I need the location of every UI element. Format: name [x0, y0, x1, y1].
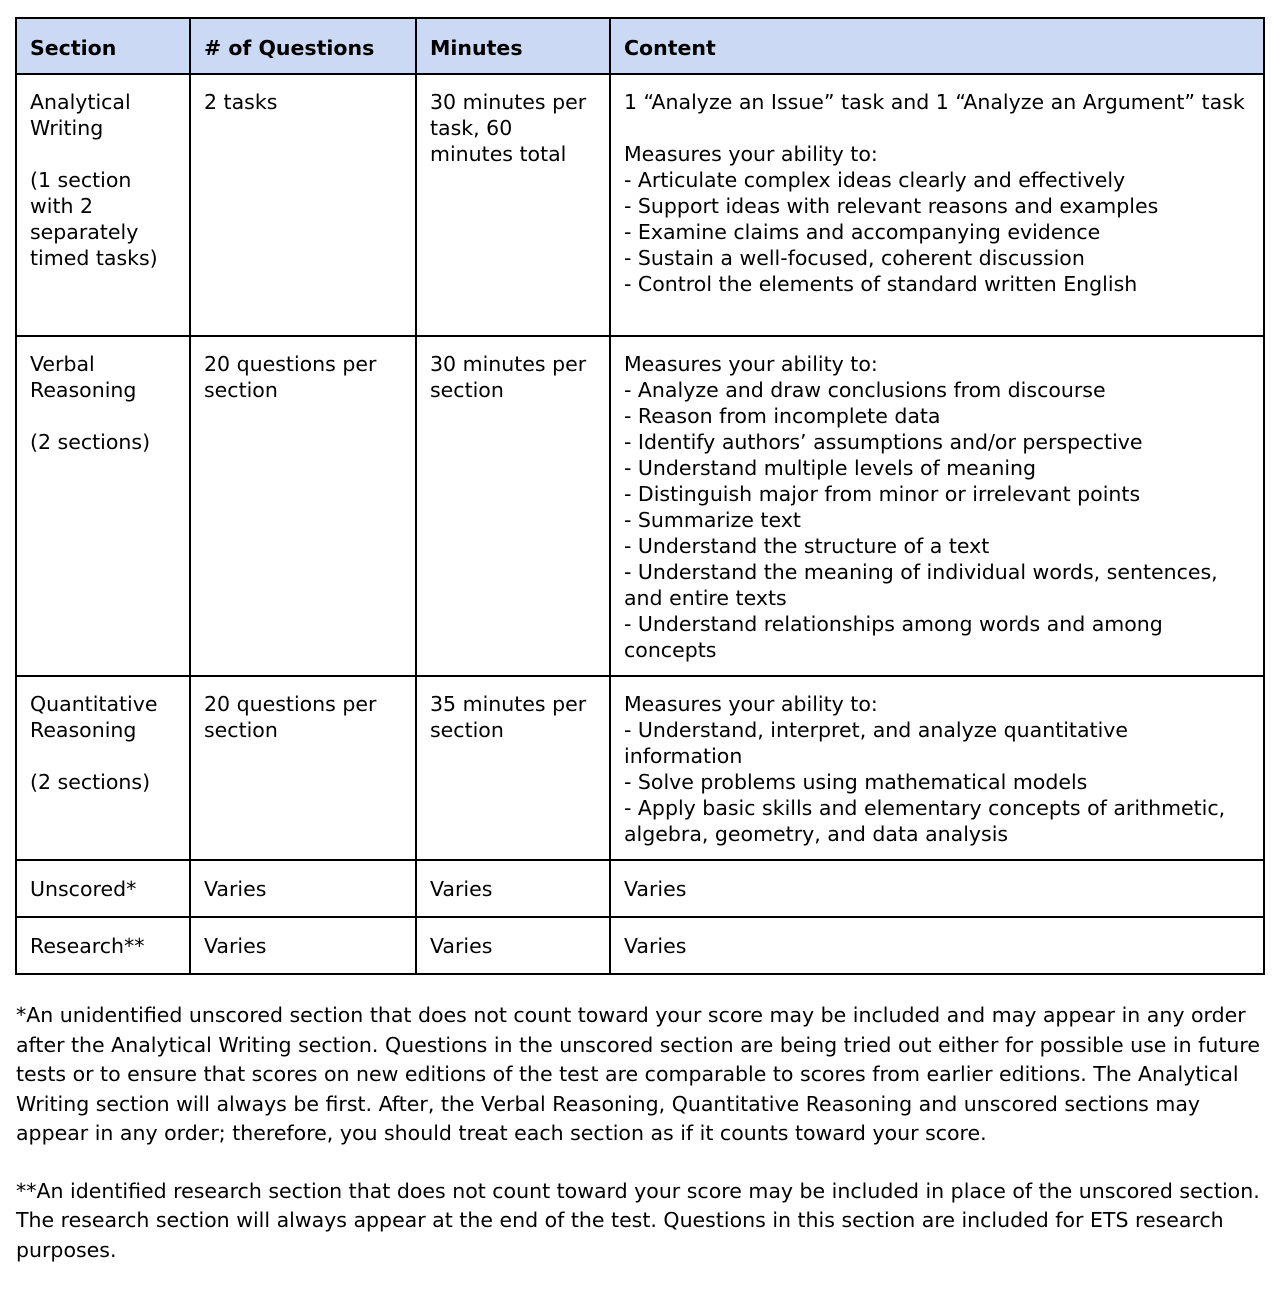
questions-cell: Varies	[190, 860, 416, 917]
section-note: (2 sections)	[30, 770, 151, 794]
section-note: (1 section with 2 separately timed tasks)	[30, 168, 158, 270]
content-line: - Understand the structure of a text	[624, 534, 990, 558]
table-row	[16, 74, 1264, 336]
questions-cell: Varies	[190, 917, 416, 974]
header-questions: # of Questions	[190, 18, 416, 74]
footnotes	[16, 1001, 1268, 1293]
content-line: - Understand multiple levels of meaning	[624, 456, 1037, 480]
content-line: - Sustain a well-focused, coherent discussion	[624, 246, 1085, 270]
content-line: - Understand the meaning of individual words, sentences, and entire texts	[624, 560, 1218, 610]
content-line: - Understand relationships among words and among concepts	[624, 612, 1163, 662]
section-cell: Research**	[16, 917, 190, 974]
minutes-cell: Varies	[416, 860, 610, 917]
table-header-row	[16, 18, 1264, 74]
content-line: - Distinguish major from minor or irrelevant points	[624, 482, 1141, 506]
questions-cell: 20 questions per section	[190, 336, 416, 676]
content-cell	[610, 676, 1264, 860]
content-line: - Identify authors’ assumptions and/or perspective	[624, 430, 1143, 454]
content-cell: Varies	[610, 917, 1264, 974]
minutes-cell: 30 minutes per section	[416, 336, 610, 676]
content-line: - Support ideas with relevant reasons and examples	[624, 194, 1159, 218]
header-section: Section	[16, 18, 190, 74]
content-line: Measures your ability to:	[624, 352, 878, 376]
header-content: Content	[610, 18, 1264, 74]
content-line: - Summarize text	[624, 508, 801, 532]
content-line: - Apply basic skills and elementary concepts of arithmetic, algebra, geometry, and data analysis	[624, 796, 1226, 846]
questions-cell: 2 tasks	[190, 74, 416, 336]
section-cell	[16, 74, 190, 336]
content-line: - Solve problems using mathematical models	[624, 770, 1088, 794]
minutes-cell: 30 minutes per task, 60 minutes total	[416, 74, 610, 336]
content-line: Measures your ability to:	[624, 692, 878, 716]
section-cell	[16, 676, 190, 860]
section-name: Analytical Writing	[30, 90, 131, 140]
gre-structure-table	[15, 17, 1265, 975]
section-cell: Unscored*	[16, 860, 190, 917]
section-cell	[16, 336, 190, 676]
questions-cell: 20 questions per section	[190, 676, 416, 860]
content-cell: Varies	[610, 860, 1264, 917]
table-row	[16, 917, 1264, 974]
minutes-cell: Varies	[416, 917, 610, 974]
content-line: Measures your ability to:	[624, 142, 878, 166]
content-line: - Control the elements of standard written English	[624, 272, 1138, 296]
content-cell	[610, 74, 1264, 336]
table-row	[16, 860, 1264, 917]
header-minutes: Minutes	[416, 18, 610, 74]
content-line: - Analyze and draw conclusions from discourse	[624, 378, 1106, 402]
footnote-unscored: *An unidentified unscored section that does not count toward your score may be included and may appear in any order after the Analytical Writing section. Questions in the unscored section are being tried out either for possible use in future tests or to ensure that scores on new editions of the test are comparable to scores from earlier editions. The Analytical Writing section will always be first. After, the Verbal Reasoning, Quantitative Reasoning and unscored sections may appear in any order; therefore, you should treat each section as if it counts toward your score.	[16, 1003, 1260, 1145]
minutes-cell: 35 minutes per section	[416, 676, 610, 860]
content-line: - Reason from incomplete data	[624, 404, 941, 428]
footnote-research: **An identified research section that does not count toward your score may be included in place of the unscored section. The research section will always appear at the end of the test. Questions in this section are included for ETS research purposes.	[16, 1178, 1260, 1262]
content-line: - Understand, interpret, and analyze quantitative information	[624, 718, 1129, 768]
content-cell	[610, 336, 1264, 676]
table-row	[16, 676, 1264, 860]
section-name: Verbal Reasoning	[30, 352, 137, 402]
content-line: - Articulate complex ideas clearly and effectively	[624, 168, 1126, 192]
table-row	[16, 336, 1264, 676]
section-note: (2 sections)	[30, 430, 151, 454]
content-line: - Examine claims and accompanying evidence	[624, 220, 1101, 244]
content-line: 1 “Analyze an Issue” task and 1 “Analyze an Argument” task	[624, 90, 1245, 114]
section-name: Quantitative Reasoning	[30, 692, 158, 742]
